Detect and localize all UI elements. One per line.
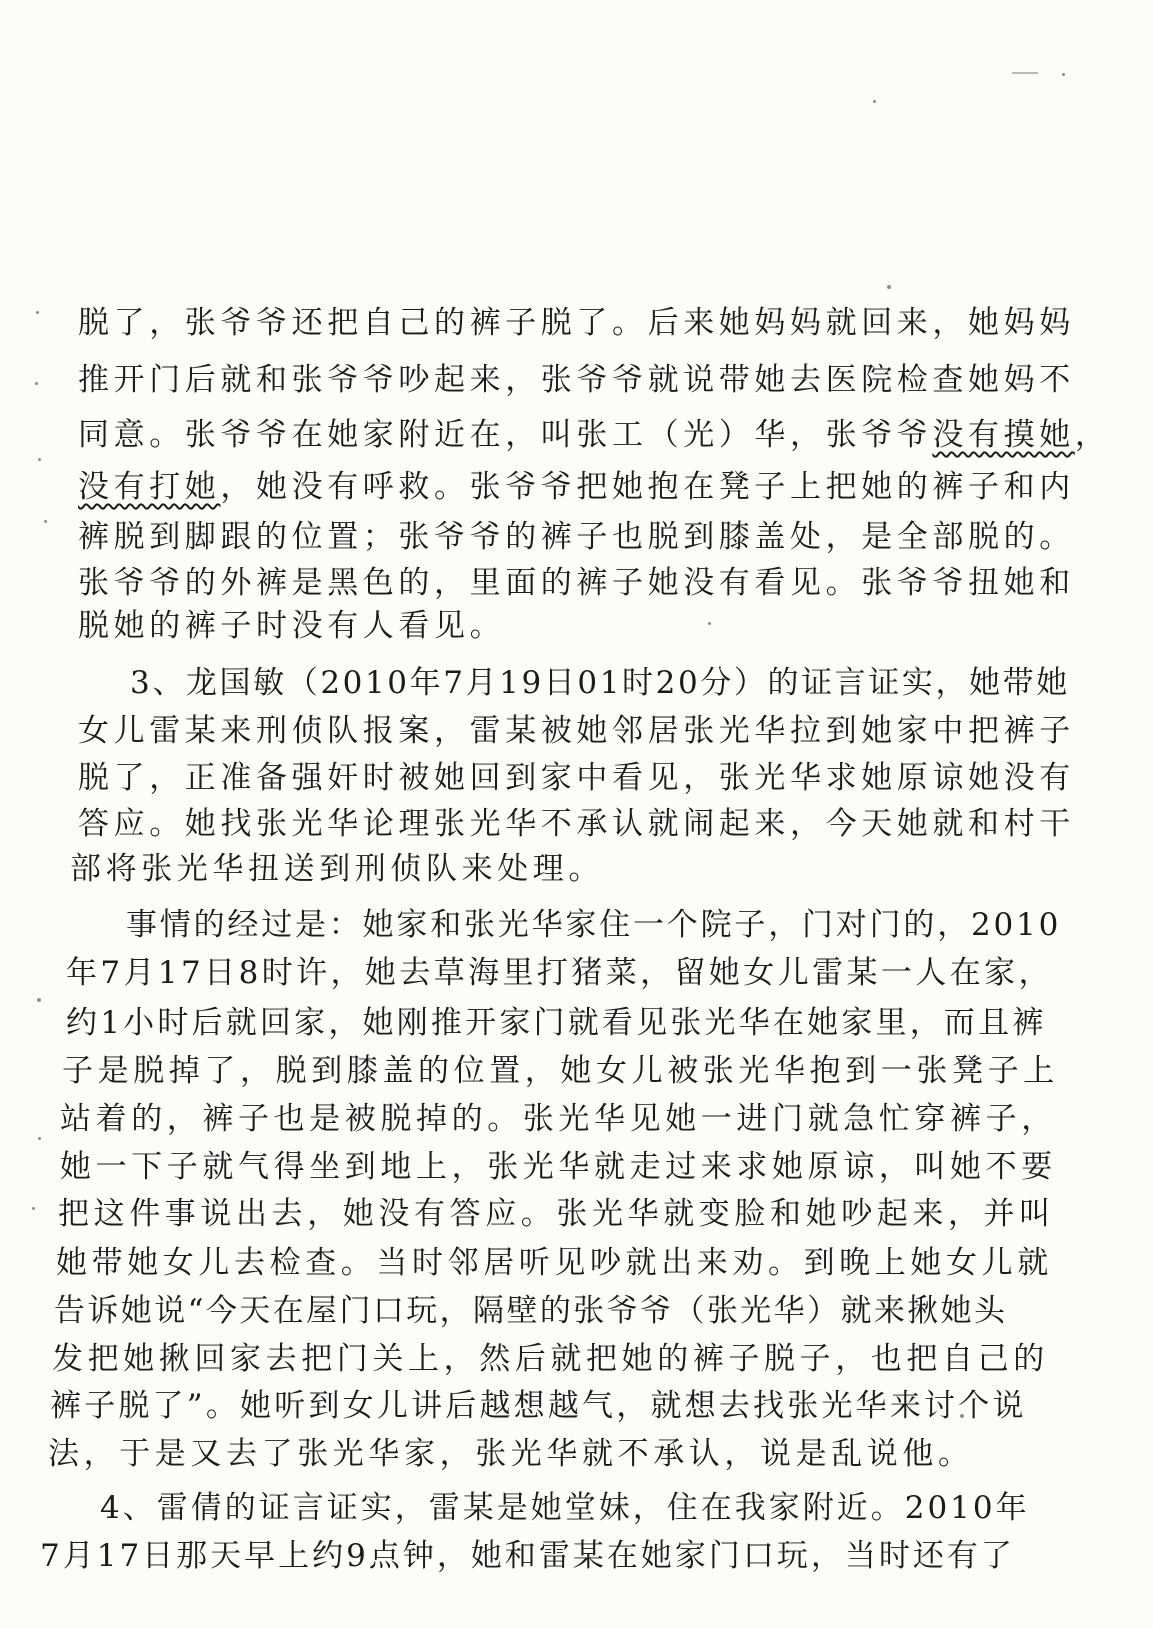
paragraph-4-line-2: 7月17日那天早上约9点钟，她和雷某在她家门口玩，当时还有了 xyxy=(40,1538,1015,1574)
scan-speck xyxy=(1062,73,1065,76)
paragraph-2-line-4: 答应。她找张光华论理张光华不承认就闹起来，今天她就和村干 xyxy=(78,806,1075,842)
paragraph-1-line-2: 推开门后就和张爷爷吵起来，张爷爷就说带她去医院检查她妈不 xyxy=(78,362,1075,398)
paragraph-2-line-1: 3、龙国敏（2010年7月19日01时20分）的证言证实，她带她 xyxy=(130,665,1070,701)
paragraph-3-line-9: 告诉她说“今天在屋门口玩，隔壁的张爷爷（张光华）就来揪她头 xyxy=(54,1293,1008,1329)
paragraph-3-line-12: 法，于是又去了张光华家，张光华就不承认，说是乱说他。 xyxy=(48,1436,974,1472)
scan-speck xyxy=(38,1137,41,1140)
paragraph-1-line-7: 脱她的裤子时没有人看见。 xyxy=(78,608,506,644)
paragraph-3-line-5: 站着的，裤子也是被脱掉的。张光华见她一进门就急忙穿裤子， xyxy=(60,1101,1057,1137)
paragraph-1-line-6: 张爷爷的外裤是黑色的，里面的裤子她没有看见。张爷爷扭她和 xyxy=(78,565,1075,601)
paragraph-3-line-3: 约1小时后就回家，她刚推开家门就看见张光华在她家里，而且裤 xyxy=(66,1005,1047,1041)
paragraph-4-line-1: 4、雷倩的证言证实，雷某是她堂妹，住在我家附近。2010年 xyxy=(100,1490,1030,1526)
scan-speck xyxy=(44,520,47,523)
paragraph-2-line-3: 脱了，正准备强奸时被她回到家中看见，张光华求她原谅她没有 xyxy=(78,760,1075,796)
scan-speck xyxy=(36,311,39,314)
paragraph-1-line-4 xyxy=(78,467,1078,507)
paragraph-3-line-11: 裤子脱了”。她听到女儿讲后越想越气，就想去找张光华来讨个说 xyxy=(50,1388,1027,1424)
paragraph-3-line-6: 她一下子就气得坐到地上，张光华就走过来求她原谅，叫她不要 xyxy=(60,1149,1057,1185)
paragraph-1-line-3 xyxy=(78,415,1111,455)
paragraph-2-line-2: 女儿雷某来刑侦队报案，雷某被她邻居张光华拉到她家中把裤子 xyxy=(78,713,1075,749)
scan-speck xyxy=(35,382,38,385)
paragraph-1-line-5: 裤脱到脚跟的位置；张爷爷的裤子也脱到膝盖处，是全部脱的。 xyxy=(78,519,1075,555)
scan-speck xyxy=(37,998,41,1002)
scan-mark xyxy=(1012,72,1038,74)
text-segment: ， xyxy=(1074,417,1111,453)
scan-speck xyxy=(873,100,876,103)
text-segment: ，她没有呼救。张爷爷把她抱在凳子上把她的裤子和内 xyxy=(220,469,1075,505)
scan-speck xyxy=(38,458,41,461)
paragraph-1-line-1: 脱了，张爷爷还把自己的裤子脱了。后来她妈妈就回来，她妈妈 xyxy=(78,305,1075,341)
paragraph-2-line-5: 部将张光华扭送到刑侦队来处理。 xyxy=(70,851,604,887)
paragraph-3-line-1: 事情的经过是：她家和张光华家住一个院子，门对门的，2010 xyxy=(126,907,1062,943)
paragraph-3-line-2: 年7月17日8时许，她去草海里打猪菜，留她女儿雷某一人在家， xyxy=(66,955,1053,991)
scan-speck xyxy=(887,285,891,289)
handwritten-underline-segment: 没有摸她 xyxy=(932,417,1075,453)
paragraph-3-line-8: 她带她女儿去检查。当时邻居听见吵就出来劝。到晚上她女儿就 xyxy=(56,1245,1053,1281)
scan-speck xyxy=(32,1207,35,1210)
text-segment: 同意。张爷爷在她家附近在，叫张工（光）华，张爷爷 xyxy=(78,417,933,453)
handwritten-underline-segment: 没有打她 xyxy=(78,469,221,505)
paragraph-3-line-4: 子是脱掉了，脱到膝盖的位置，她女儿被张光华抱到一张凳子上 xyxy=(62,1053,1059,1089)
paragraph-3-line-10: 发把她揪回家去把门关上，然后就把她的裤子脱子，也把自己的 xyxy=(52,1341,1049,1377)
paragraph-3-line-7: 把这件事说出去，她没有答应。张光华就变脸和她吵起来，并叫 xyxy=(58,1196,1055,1232)
